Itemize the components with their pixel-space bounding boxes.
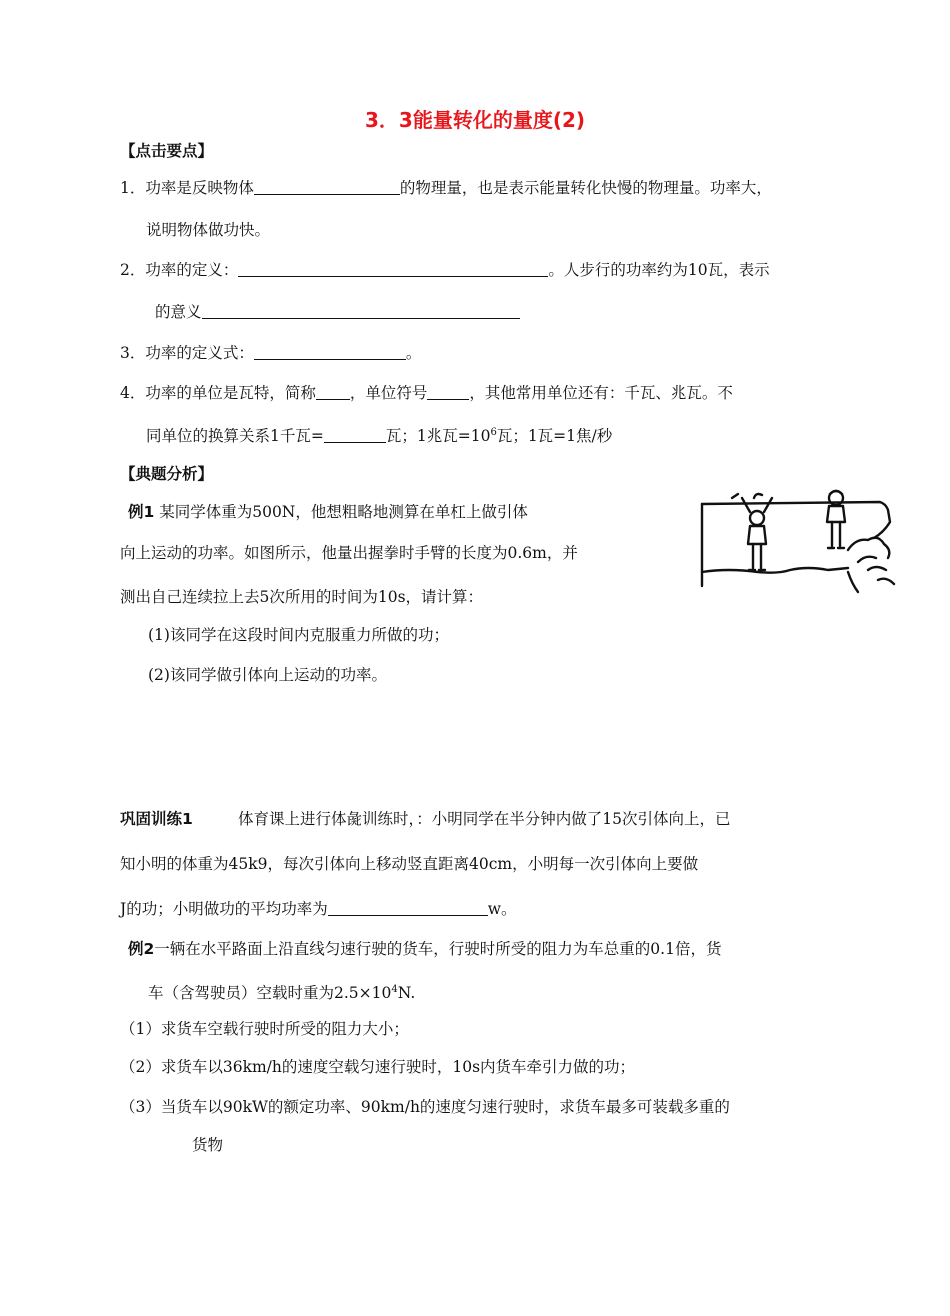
frame-top [702, 502, 890, 538]
item-1-line-2: 说明物体做功快。 [146, 221, 271, 239]
answer-blank[interactable] [202, 304, 520, 319]
item-4-line-1: 4．功率的单位是瓦特，简称 ，单位符号 ，其他常用单位还有：千瓦、兆瓦。不 [120, 384, 733, 402]
section-heading-examples: 【典题分析】 [120, 465, 214, 483]
item-4-line-2: 同单位的换算关系1千瓦= 瓦；1兆瓦$=10^6$瓦；1瓦=1焦/秒 [146, 427, 613, 445]
pull-up-illustration [698, 488, 908, 598]
example-2-question-3-continued: 货物 [192, 1136, 224, 1154]
example-2-question-3: （3）当货车以90kW的额定功率、90km/h的速度匀速行驶时，求货车最多可装载多重的 [120, 1098, 730, 1116]
drill-1-line-2: 知小明的体重为45k9，每次引体向上移动竖直距离40cm，小明每一次引体向上要做 [120, 855, 699, 873]
example-2-line-1: 例2一辆在水平路面上沿直线匀速行驶的货车，行驶时所受的阻力为车总重的0.1倍，货 [128, 940, 722, 958]
answer-blank[interactable] [427, 385, 469, 400]
answer-blank[interactable] [316, 385, 350, 400]
item-3: 3．功率的定义式： 。 [120, 344, 422, 362]
item-1-line-1: 1．功率是反映物体 的物理量，也是表示能量转化快慢的物理量。功率大， [120, 179, 772, 197]
example-1-line-3: 测出自己连续拉上去5次所用的时间为10s，请计算： [120, 588, 484, 606]
example-2-line-2: 车（含驾驶员）空载时重为$2.5\times 10^4N$. [148, 984, 416, 1002]
page-title: 3．3能量转化的量度(2) [364, 108, 586, 132]
section-heading-key-points: 【点击要点】 [120, 142, 214, 160]
example-1-question-2: (2)该同学做引体向上运动的功率。 [148, 666, 387, 684]
answer-blank[interactable] [328, 901, 488, 916]
item-2-line-1: 2．功率的定义： 。人步行的功率约为10瓦，表示 [120, 261, 770, 279]
answer-blank[interactable] [238, 262, 548, 277]
item-2-line-2: 的意义 [155, 304, 520, 321]
example-2-question-1: （1）求货车空载行驶时所受的阻力大小； [120, 1020, 409, 1038]
example-2-question-2: （2）求货车以36km/h的速度空载匀速行驶时，10s内货车牵引力做的功； [120, 1058, 636, 1076]
drill-1-line-1: 巩固训练1 体育课上进行体彘训练时，：小明同学在半分钟内做了15次引体向上，已 [120, 810, 731, 828]
answer-blank[interactable] [254, 180, 400, 195]
answer-blank[interactable] [324, 428, 386, 443]
example-1-line-1: 例1 某同学体重为500N，他想粗略地测算在单杠上做引体 [128, 503, 528, 521]
example-1-question-1: (1)该同学在这段时间内克服重力所做的功； [148, 626, 449, 644]
answer-blank[interactable] [254, 345, 406, 360]
drill-1-line-3: J的功；小明做功的平均功率为 w。 [120, 900, 517, 918]
example-1-line-2: 向上运动的功率。如图所示，他量出握拳时手臂的长度为0.6m，并 [120, 544, 578, 562]
